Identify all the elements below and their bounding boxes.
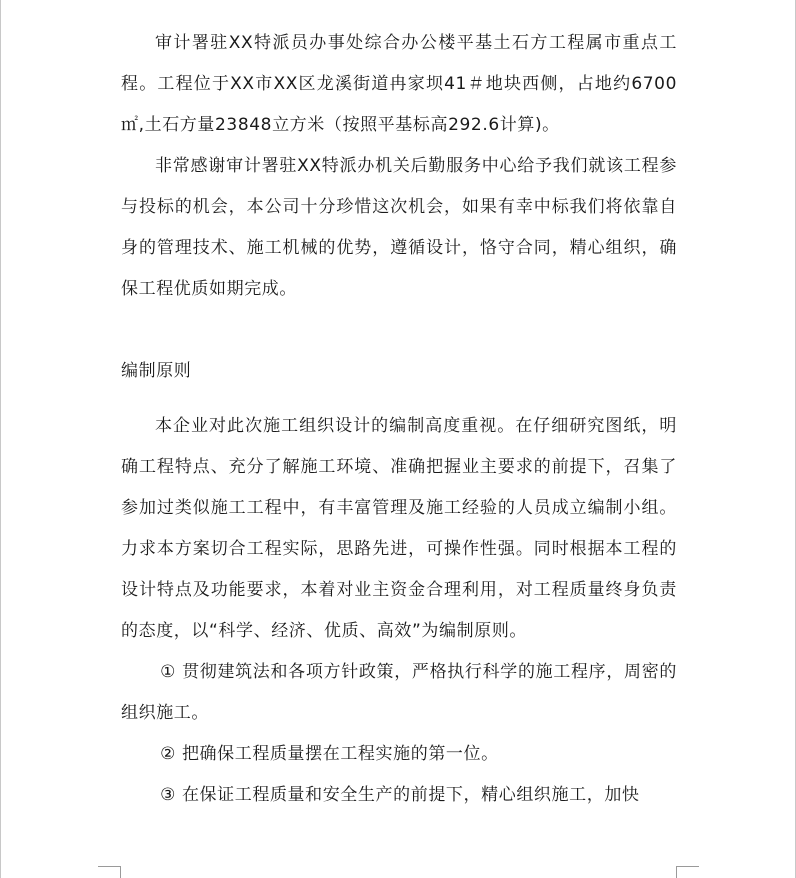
blank-line (121, 310, 677, 351)
margin-corner-mark-right (676, 866, 699, 878)
list-item-2: ② 把确保工程质量摆在工程实施的第一位。 (160, 744, 499, 764)
intro-paragraph-1: 审计署驻XX特派员办事处综合办公楼平基土石方工程属市重点工程。工程位于XX市XX区龙溪街道冉家坝41＃地块西侧，占地约6700㎡,土石方量23848立方米（按照平基标高292.6计算)。 (121, 33, 677, 135)
principles-paragraph: 本企业对此次施工组织设计的编制高度重视。在仔细研究图纸，明确工程特点、充分了解施工环境、准确把握业主要求的前提下，召集了参加过类似施工工程中，有丰富管理及施工经验的人员成立编制小组。力求本方案切合工程实际，思路先进，可操作性强。同时根据本工程的设计特点及功能要求，本着对业主资金合理利用，对工程质量终身负责的态度，以“科学、经济、优质、高效”为编制原则。 (121, 416, 677, 641)
section-heading: 编制原则 (121, 361, 192, 381)
document-body (121, 23, 677, 816)
list-item-3: ③ 在保证工程质量和安全生产的前提下，精心组织施工，加快 (160, 785, 640, 805)
margin-corner-mark-left (98, 866, 121, 878)
page-left-edge (0, 0, 1, 878)
blank-line (121, 392, 677, 406)
intro-paragraph-2: 非常感谢审计署驻XX特派办机关后勤服务中心给予我们就该工程参与投标的机会，本公司十分珍惜这次机会，如果有幸中标我们将依靠自身的管理技术、施工机械的优势，遵循设计，恪守合同，精心组织，确保工程优质如期完成。 (121, 156, 677, 299)
list-item-1: ① 贯彻建筑法和各项方针政策，严格执行科学的施工程序，周密的组织施工。 (121, 662, 677, 723)
